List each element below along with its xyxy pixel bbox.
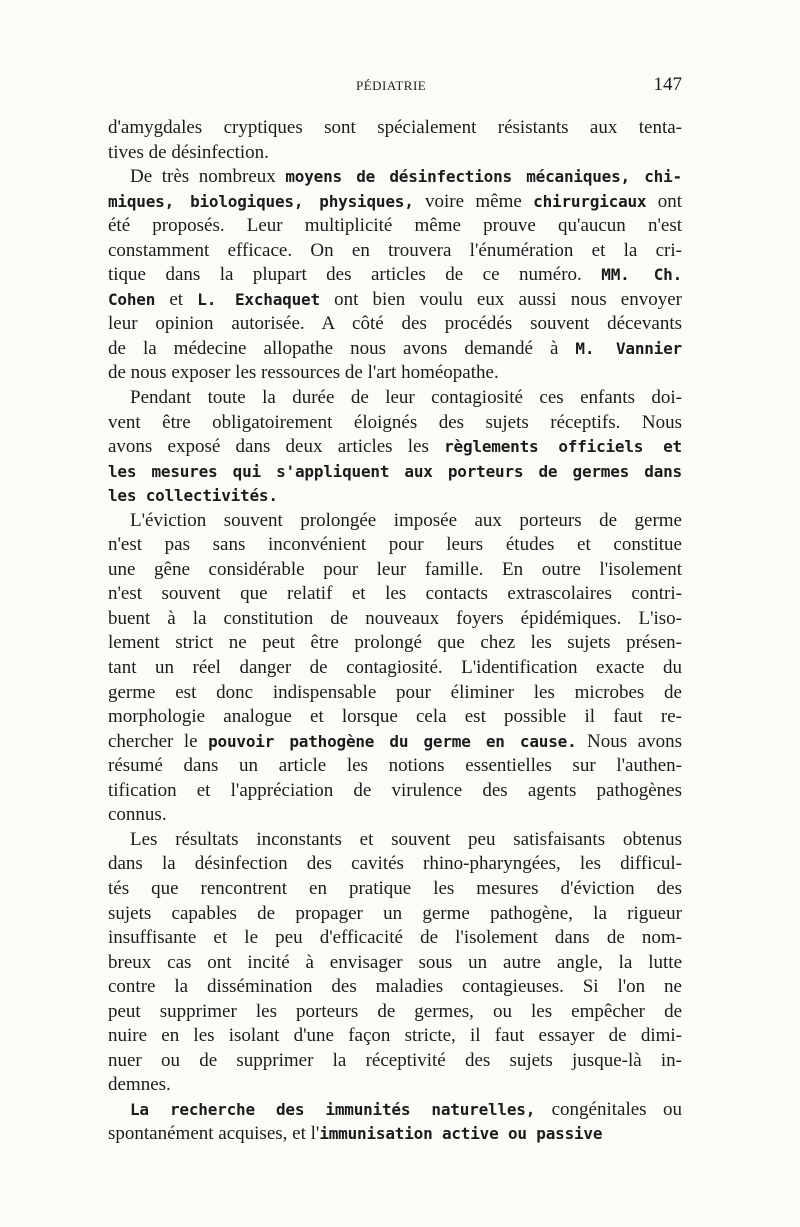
- text-run: tant un réel danger de contagiosité. L'identification exacte du: [108, 657, 682, 679]
- bold-text-run: les collectivités.: [108, 486, 278, 506]
- text-run: Pendant toute la durée de leur contagiosité ces enfants doi-: [130, 387, 682, 409]
- paragraph: [108, 509, 682, 828]
- bold-text-run: les mesures qui s'appliquent aux porteurs de germes dans: [108, 461, 682, 481]
- text-line: [108, 705, 682, 730]
- text-line: [108, 165, 682, 190]
- text-line: [108, 582, 682, 607]
- paragraph: [108, 1098, 682, 1147]
- text-run: n'est souvent que relatif et les contacts extrascolaires contri-: [108, 583, 682, 605]
- book-page: [108, 0, 682, 1227]
- text-line: [108, 975, 682, 1000]
- text-line: [108, 411, 682, 436]
- bold-text-run: Cohen: [108, 289, 156, 309]
- text-line: [108, 951, 682, 976]
- text-line: [108, 852, 682, 877]
- running-head: [108, 76, 682, 100]
- text-run: Nous avons: [576, 730, 682, 752]
- paragraph: [108, 165, 682, 386]
- text-line: [108, 116, 682, 141]
- bold-text-run: moyens de désinfections mécaniques, chi-: [285, 167, 682, 187]
- text-line: [108, 902, 682, 927]
- bold-text-run: M. Vannier: [575, 338, 682, 358]
- text-run: de nous exposer les ressources de l'art homéopathe.: [108, 362, 499, 384]
- text-run: Les résultats inconstants et souvent peu satisfaisants obtenus: [130, 828, 682, 850]
- text-run: n'est pas sans inconvénient pour leurs études et constitue: [108, 534, 682, 556]
- text-run: ont: [646, 190, 683, 212]
- text-line: [108, 558, 682, 583]
- text-run: une gêne considérable pour leur famille. En outre l'isolement: [108, 558, 682, 580]
- text-run: nuire en les isolant d'une façon stricte, il faut essayer de dimi-: [108, 1025, 682, 1047]
- text-run: résumé dans un article les notions essentielles sur l'authen-: [108, 755, 682, 777]
- text-run: d'amygdales cryptiques sont spécialement résistants aux tenta-: [108, 117, 682, 138]
- text-run: lement strict ne peut être prolongé que chez les sujets présen-: [108, 632, 682, 654]
- text-run: demnes.: [108, 1074, 171, 1096]
- text-line: [108, 1122, 682, 1147]
- text-line: [108, 681, 682, 706]
- text-line: [108, 214, 682, 239]
- text-run: tification et l'appréciation de virulence des agents pathogènes: [108, 779, 682, 801]
- bold-text-run: immunisation active ou passive: [319, 1124, 603, 1144]
- text-line: [108, 1049, 682, 1074]
- page-number: 147: [653, 74, 682, 95]
- paragraph: [108, 828, 682, 1098]
- text-run: insuffisante et le peu d'efficacité de l'isolement dans de nom-: [108, 927, 682, 949]
- text-line: [108, 754, 682, 779]
- text-line: [108, 779, 682, 804]
- text-line: [108, 484, 682, 509]
- text-line: [108, 337, 682, 362]
- text-run: vent être obligatoirement éloignés des sujets réceptifs. Nous: [108, 411, 682, 433]
- text-run: de la médecine allopathe nous avons demandé à: [108, 337, 576, 359]
- text-line: [108, 1024, 682, 1049]
- bold-text-run: miques, biologiques, physiques,: [108, 191, 414, 211]
- text-run: tique dans la plupart des articles de ce numéro.: [108, 264, 602, 286]
- text-line: [108, 288, 682, 313]
- text-line: [108, 631, 682, 656]
- text-run: avons exposé dans deux articles les: [108, 436, 445, 458]
- text-run: constamment efficace. On en trouvera l'énumération et la cri-: [108, 239, 682, 261]
- text-line: [108, 730, 682, 755]
- text-run: morphologie analogue et lorsque cela est possible il faut re-: [108, 706, 682, 728]
- paragraph: [108, 116, 682, 165]
- bold-text-run: La recherche des immunités naturelles,: [130, 1099, 536, 1119]
- text-run: tives de désinfection.: [108, 141, 269, 163]
- text-run: peut supprimer les porteurs de germes, ou les empêcher de: [108, 1000, 682, 1022]
- text-line: [108, 803, 682, 828]
- text-line: [108, 509, 682, 534]
- text-run: De très nombreux: [130, 166, 286, 188]
- text-run: sujets capables de propager un germe pathogène, la rigueur: [108, 902, 682, 924]
- text-run: été proposés. Leur multiplicité même prouve qu'aucun n'est: [108, 215, 682, 237]
- text-run: ont bien voulu eux aussi nous envoyer: [319, 288, 682, 310]
- text-run: voire même: [413, 190, 534, 212]
- paragraph: [108, 386, 682, 509]
- text-line: [108, 1073, 682, 1098]
- text-run: et: [155, 288, 198, 310]
- text-line: [108, 607, 682, 632]
- text-line: [108, 386, 682, 411]
- text-line: [108, 1098, 682, 1123]
- text-run: germe est donc indispensable pour éliminer les microbes de: [108, 681, 682, 703]
- text-run: dans la désinfection des cavités rhino-pharyngées, les difficul-: [108, 853, 682, 875]
- text-run: tés que rencontrent en pratique les mesures d'éviction des: [108, 877, 682, 899]
- text-line: [108, 460, 682, 485]
- text-run: leur opinion autorisée. A côté des procédés souvent décevants: [108, 313, 682, 335]
- text-line: [108, 435, 682, 460]
- text-run: buent à la constitution de nouveaux foyers épidémiques. L'iso-: [108, 607, 682, 629]
- text-line: [108, 656, 682, 681]
- text-run: connus.: [108, 804, 167, 826]
- text-run: nuer ou de supprimer la réceptivité des sujets jusque-là in-: [108, 1049, 682, 1071]
- running-title: PÉDIATRIE: [356, 78, 427, 93]
- bold-text-run: chirurgicaux: [533, 191, 647, 211]
- text-run: congénitales ou: [535, 1098, 682, 1120]
- text-line: [108, 828, 682, 853]
- bold-text-run: MM. Ch.: [601, 265, 683, 285]
- text-line: [108, 533, 682, 558]
- text-line: [108, 926, 682, 951]
- text-run: L'éviction souvent prolongée imposée aux porteurs de germe: [130, 509, 682, 531]
- text-run: contre la dissémination des maladies contagieuses. Si l'on ne: [108, 976, 682, 998]
- bold-text-run: règlements officiels et: [444, 437, 682, 457]
- text-line: [108, 141, 682, 166]
- text-line: [108, 877, 682, 902]
- text-line: [108, 312, 682, 337]
- text-line: [108, 1000, 682, 1025]
- bold-text-run: pouvoir pathogène du germe en cause.: [208, 731, 577, 751]
- text-run: spontanément acquises, et l': [108, 1123, 320, 1145]
- text-line: [108, 263, 682, 288]
- bold-text-run: L. Exchaquet: [197, 289, 320, 309]
- text-run: breux cas ont incité à envisager sous un autre angle, la lutte: [108, 951, 682, 973]
- text-line: [108, 361, 682, 386]
- text-line: [108, 190, 682, 215]
- text-line: [108, 239, 682, 264]
- text-run: chercher le: [108, 730, 209, 752]
- body-text: [108, 116, 682, 1147]
